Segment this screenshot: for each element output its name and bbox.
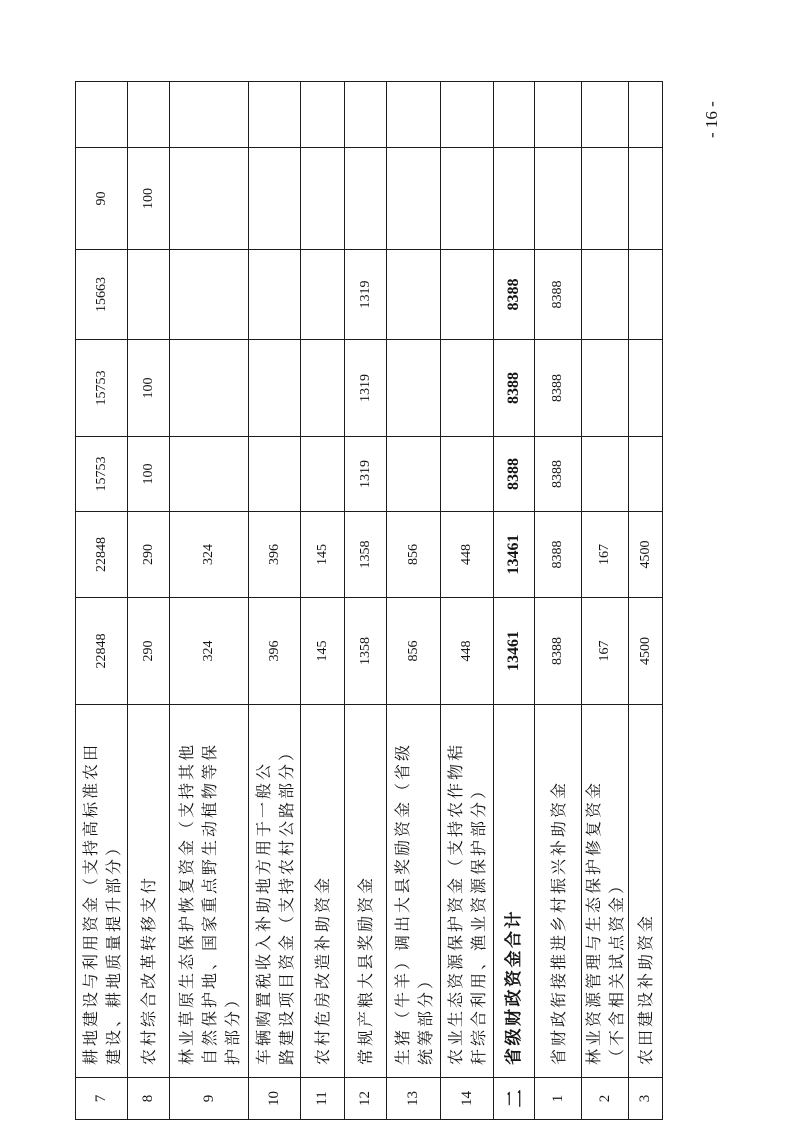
- amount-cell: 13461: [494, 512, 535, 598]
- amount-cell: [170, 82, 249, 148]
- amount-cell: 8388: [494, 250, 535, 340]
- amount-cell: [629, 250, 663, 340]
- row-number: 8: [128, 1078, 170, 1120]
- table-row: [345, 82, 387, 1120]
- amount-cell: 396: [249, 598, 301, 705]
- amount-cell: [582, 340, 629, 437]
- amount-cell: 1358: [345, 512, 387, 598]
- row-number: 14: [441, 1078, 494, 1120]
- amount-cell: [249, 340, 301, 437]
- item-name-line: 省级财政资金合计: [503, 909, 524, 1065]
- item-name-line: 省财政衔接推进乡村振兴补助资金: [548, 779, 568, 1065]
- amount-cell: [441, 250, 494, 340]
- amount-cell: 8388: [535, 250, 582, 340]
- item-name-line: 农业生态资源保护资金（支持农作物秸: [446, 741, 465, 1065]
- row-number: 7: [76, 1078, 128, 1120]
- table-row: [535, 82, 582, 1120]
- table-row: [387, 82, 441, 1120]
- item-name-line: 自然保护地、国家重点野生动植物等保: [199, 741, 219, 1065]
- item-name: [249, 705, 301, 1078]
- row-number: 3: [629, 1078, 663, 1120]
- amount-cell: [249, 437, 301, 512]
- table-row: [582, 82, 629, 1120]
- amount-cell: [494, 148, 535, 250]
- item-name-line: 护部分）: [222, 988, 242, 1065]
- item-name-line: 农村危房改造补助资金: [313, 874, 332, 1065]
- amount-cell: 324: [170, 512, 249, 598]
- item-name: [494, 705, 535, 1078]
- amount-cell: [494, 82, 535, 148]
- row-number: 9: [170, 1078, 249, 1120]
- amount-cell: 15663: [76, 250, 128, 340]
- amount-cell: 22848: [76, 598, 128, 705]
- amount-cell: 4500: [629, 598, 663, 705]
- amount-cell: [170, 340, 249, 437]
- item-name-line: 林业草原生态保护恢复资金（支持其他: [176, 741, 196, 1065]
- amount-cell: [170, 437, 249, 512]
- amount-cell: 90: [76, 148, 128, 250]
- amount-cell: 22848: [76, 512, 128, 598]
- item-name: [629, 705, 663, 1078]
- amount-cell: [301, 250, 345, 340]
- row-number: 12: [345, 1078, 387, 1120]
- amount-cell: [441, 82, 494, 148]
- amount-cell: [629, 437, 663, 512]
- item-name: [387, 705, 441, 1078]
- amount-cell: [582, 82, 629, 148]
- amount-cell: [582, 148, 629, 250]
- amount-cell: [345, 82, 387, 148]
- amount-cell: [387, 82, 441, 148]
- table-row: [170, 82, 249, 1120]
- amount-cell: 100: [128, 148, 170, 250]
- amount-cell: [629, 148, 663, 250]
- amount-cell: [128, 82, 170, 148]
- amount-cell: [629, 340, 663, 437]
- amount-cell: 324: [170, 598, 249, 705]
- amount-cell: [345, 148, 387, 250]
- amount-cell: [441, 148, 494, 250]
- amount-cell: 1358: [345, 598, 387, 705]
- table-row: [629, 82, 663, 1120]
- item-name: [345, 705, 387, 1078]
- item-name: [128, 705, 170, 1078]
- table-row: [301, 82, 345, 1120]
- amount-cell: [441, 340, 494, 437]
- amount-cell: 167: [582, 512, 629, 598]
- amount-cell: 396: [249, 512, 301, 598]
- table-row: [249, 82, 301, 1120]
- amount-cell: 856: [387, 512, 441, 598]
- amount-cell: [301, 340, 345, 437]
- table-row: [76, 82, 128, 1120]
- amount-cell: [535, 82, 582, 148]
- amount-cell: 8388: [535, 437, 582, 512]
- amount-cell: 1319: [345, 250, 387, 340]
- amount-cell: 290: [128, 512, 170, 598]
- item-name: [535, 705, 582, 1078]
- amount-cell: 100: [128, 437, 170, 512]
- amount-cell: [441, 437, 494, 512]
- item-name: [301, 705, 345, 1078]
- amount-cell: 290: [128, 598, 170, 705]
- amount-cell: 15753: [76, 340, 128, 437]
- item-name-line: 常规产粮大县奖励资金: [356, 874, 375, 1065]
- row-number: 1: [535, 1078, 582, 1120]
- amount-cell: [128, 250, 170, 340]
- amount-cell: [170, 148, 249, 250]
- amount-cell: 856: [387, 598, 441, 705]
- page-number: - 16 -: [702, 101, 721, 138]
- amount-cell: [301, 148, 345, 250]
- item-name-line: 林业资源管理与生态保护修复资金: [584, 779, 603, 1065]
- amount-cell: 8388: [494, 437, 535, 512]
- amount-cell: [582, 437, 629, 512]
- amount-cell: 100: [128, 340, 170, 437]
- rotated-table-container: [75, 82, 662, 1120]
- amount-cell: [629, 82, 663, 148]
- amount-cell: [387, 250, 441, 340]
- amount-cell: [170, 250, 249, 340]
- amount-cell: [301, 437, 345, 512]
- amount-cell: [301, 82, 345, 148]
- item-name-line: 路建设项目资金（支持农村公路部分）: [276, 741, 296, 1065]
- row-number: 13: [387, 1078, 441, 1120]
- amount-cell: [387, 437, 441, 512]
- amount-cell: 448: [441, 598, 494, 705]
- item-name-line: 耕地建设与利用资金（支持高标准农田: [80, 741, 100, 1065]
- amount-cell: 4500: [629, 512, 663, 598]
- amount-cell: [249, 148, 301, 250]
- amount-cell: 8388: [535, 512, 582, 598]
- amount-cell: [249, 82, 301, 148]
- subtotal-row: [494, 82, 535, 1120]
- item-name-line: 农田建设补助资金: [636, 912, 655, 1065]
- amount-cell: [387, 148, 441, 250]
- item-name: [441, 705, 494, 1078]
- amount-cell: 1319: [345, 340, 387, 437]
- amount-cell: 13461: [494, 598, 535, 705]
- table-row: [441, 82, 494, 1120]
- amount-cell: 8388: [535, 340, 582, 437]
- amount-cell: [535, 148, 582, 250]
- amount-cell: 8388: [535, 598, 582, 705]
- row-number: 10: [249, 1078, 301, 1120]
- amount-cell: [76, 82, 128, 148]
- amount-cell: 15753: [76, 437, 128, 512]
- amount-cell: 145: [301, 512, 345, 598]
- item-name-line: 农村综合改革转移支付: [139, 874, 158, 1065]
- item-name: [170, 705, 249, 1078]
- amount-cell: 145: [301, 598, 345, 705]
- amount-cell: [387, 340, 441, 437]
- amount-cell: 167: [582, 598, 629, 705]
- amount-cell: [249, 250, 301, 340]
- amount-cell: 448: [441, 512, 494, 598]
- item-name: [582, 705, 629, 1078]
- item-name-line: 生猪（牛羊）调出大县奖励资金（省级: [392, 741, 412, 1065]
- row-number: 二: [494, 1078, 535, 1120]
- item-name-line: 车辆购置税收入补助地方用于一般公: [253, 760, 273, 1065]
- item-name-line: （不含相关试点资金）: [607, 874, 626, 1065]
- item-name: [76, 705, 128, 1078]
- amount-cell: 8388: [494, 340, 535, 437]
- amount-cell: [582, 250, 629, 340]
- row-number: 11: [301, 1078, 345, 1120]
- funding-table: [75, 81, 663, 1120]
- amount-cell: 1319: [345, 437, 387, 512]
- table-row: [128, 82, 170, 1120]
- item-name-line: 统筹部分）: [415, 969, 435, 1065]
- item-name-line: 秆综合利用、渔业资源保护部分）: [469, 779, 488, 1065]
- item-name-line: 建设、耕地质量提升部分）: [103, 836, 123, 1065]
- row-number: 2: [582, 1078, 629, 1120]
